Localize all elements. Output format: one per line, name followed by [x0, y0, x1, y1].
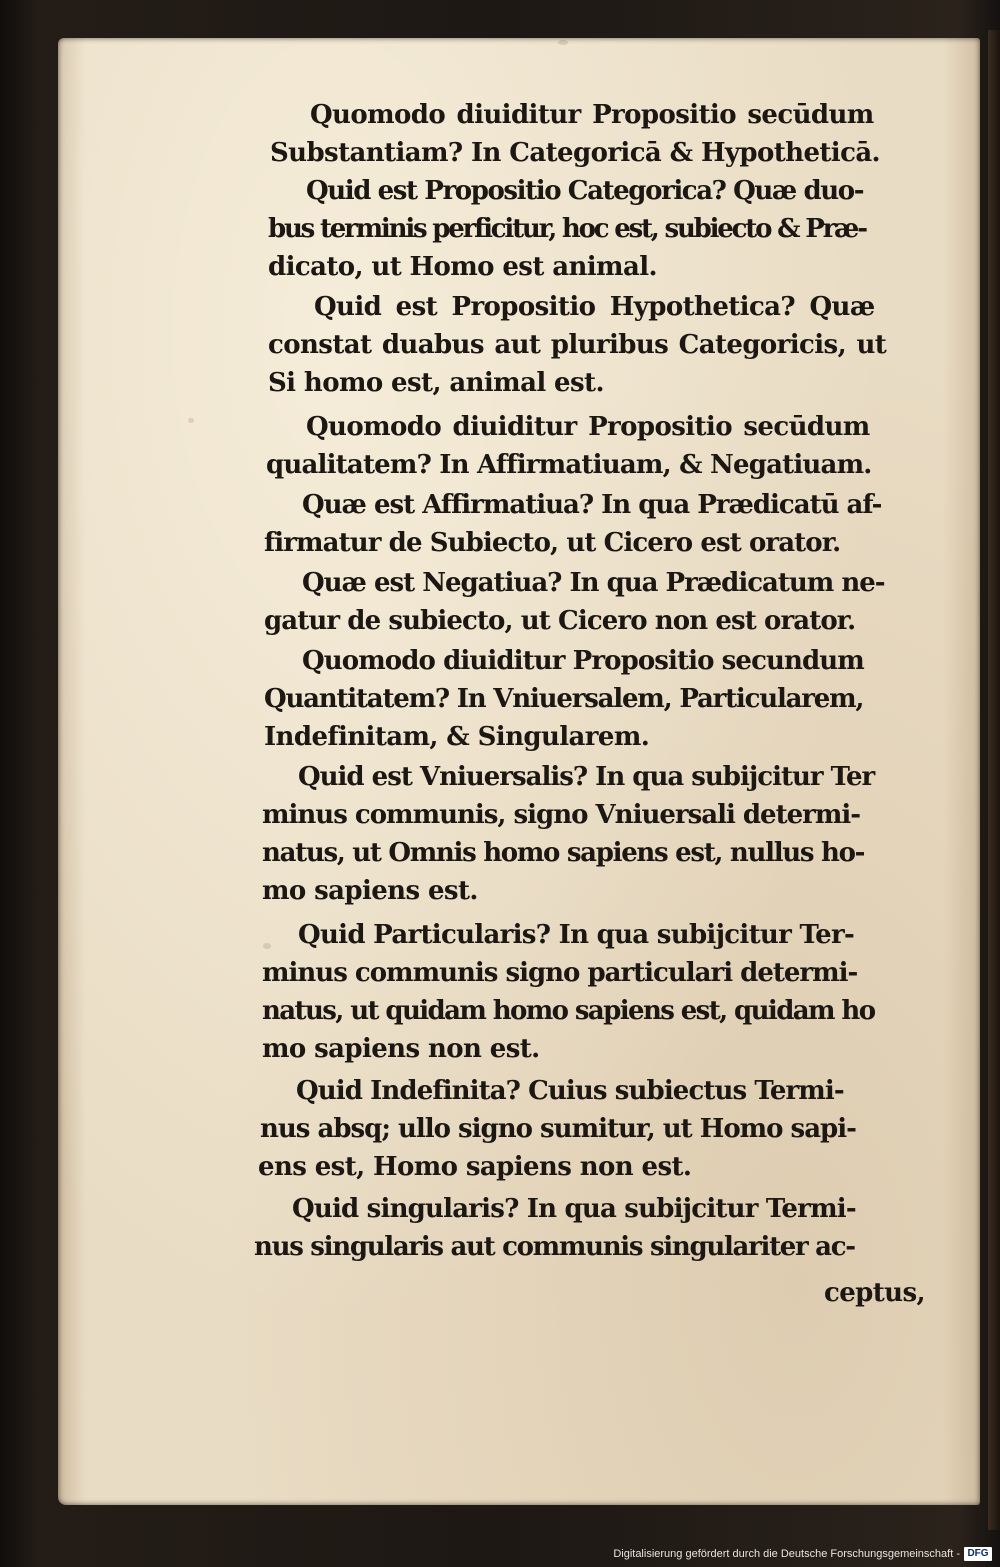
text-line: Substantiam? In Categoricā & Hypotheticā.: [270, 138, 881, 168]
text-line: Quomodo diuiditur Propositio secundum: [302, 646, 864, 676]
text-line: Quantitatem? In Vniuersalem, Particularem,: [264, 684, 864, 714]
book-edge: [988, 30, 1000, 1530]
text-line: mo sapiens est.: [262, 876, 478, 906]
text-line: natus, ut Omnis homo sapiens est, nullus ho-: [262, 838, 865, 868]
paper-stain: [263, 943, 271, 949]
text-line: nus absq; ullo signo sumitur, ut Homo sapi-: [260, 1114, 856, 1144]
text-line: Quid Indefinita? Cuius subiectus Termi-: [296, 1076, 844, 1106]
credit-text: Digitalisierung gefördert durch die Deutsche Forschungsgemeinschaft -: [613, 1548, 960, 1560]
text-line: constat duabus aut pluribus Categoricis, ut: [268, 330, 887, 360]
text-line: mo sapiens non est.: [262, 1034, 540, 1064]
text-line: natus, ut quidam homo sapiens est, quidam ho: [262, 996, 875, 1026]
text-line: qualitatem? In Affirmatiuam, & Negatiuam.: [266, 450, 872, 480]
text-line: nus singularis aut communis singulariter ac-: [254, 1232, 855, 1262]
text-line: Quid est Propositio Hypothetica? Quæ: [314, 292, 875, 322]
text-line: firmatur de Subiecto, ut Cicero est orator.: [264, 528, 841, 558]
text-line: gatur de subiecto, ut Cicero non est orator.: [264, 606, 856, 636]
text-line: minus communis, signo Vniuersali determi-: [262, 800, 861, 830]
dfg-logo: DFG: [964, 1547, 992, 1561]
text-line: dicato, ut Homo est animal.: [268, 252, 657, 282]
text-line: Quomodo diuiditur Propositio secūdum: [310, 100, 874, 130]
text-line: Quæ est Affirmatiua? In qua Prædicatū af-: [302, 490, 882, 520]
text-line: Si homo est, animal est.: [268, 368, 604, 398]
text-line: Quid est Vniuersalis? In qua subijcitur Ter: [298, 762, 875, 792]
text-line: Quid Particularis? In qua subijcitur Ter-: [298, 920, 855, 950]
text-line: Quid singularis? In qua subijcitur Termi-: [292, 1194, 856, 1224]
catchword: ceptus,: [824, 1278, 925, 1308]
text-line: Quæ est Negatiua? In qua Prædicatum ne-: [302, 568, 885, 598]
text-line: Quomodo diuiditur Propositio secūdum: [306, 412, 870, 442]
text-line: bus terminis perficitur, hoc est, subiecto & Præ-: [268, 214, 866, 244]
paper-stain: [188, 418, 194, 423]
paper-stain: [558, 40, 568, 45]
text-line: Indefinitam, & Singularem.: [264, 722, 650, 752]
text-line: Quid est Propositio Categorica? Quæ duo-: [306, 176, 864, 206]
digitization-credit: [613, 1544, 992, 1564]
text-line: minus communis signo particulari determi-: [262, 958, 858, 988]
text-line: ens est, Homo sapiens non est.: [258, 1152, 692, 1182]
